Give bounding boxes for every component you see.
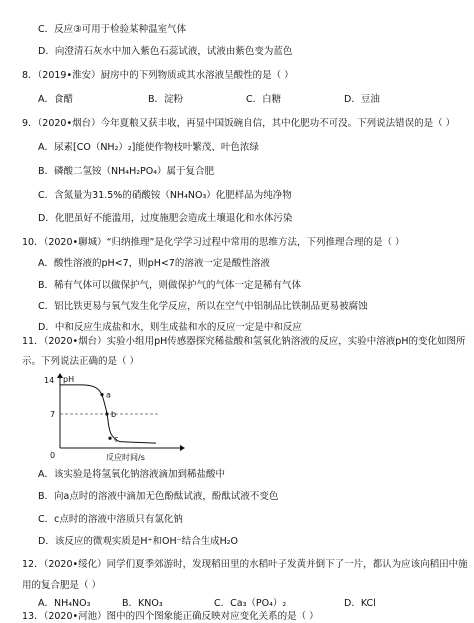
q8-option-b: B．淀粉 [148, 94, 184, 105]
question-11-intro: 11．（2020•烟台）实验小组用pH传感器探究稀盐酸和氢氧化钠溶液的反应，实验中溶液pH的变化如图所 [22, 336, 466, 347]
q12-option-a: A．NH₄NO₃ [38, 598, 91, 609]
q10-option-c: C．铝比铁更易与氧气发生化学反应，所以在空气中铝制品比铁制品更易被腐蚀 [38, 301, 368, 312]
q10-option-d: D．中和反应生成盐和水，则生成盐和水的反应一定是中和反应 [38, 322, 302, 333]
point-label-c: c [114, 434, 119, 444]
line-q7c: C．反应③可用于检验某种温室气体 [38, 24, 187, 35]
question-8: 8．（2019•淮安）厨房中的下列物质或其水溶液呈酸性的是（ ） [22, 70, 294, 81]
point-a [100, 393, 103, 396]
x-axis-label: 反应时间/s [106, 453, 145, 462]
q11-option-d: D．该反应的微观实质是H⁺和OH⁻结合生成H₂O [38, 536, 239, 547]
question-12-intro: 12．（2020•绥化）同学们夏季郊游时，发现稻田里的水稻叶子发黄并倒下了一片，都认为应该向稻田中施 [22, 559, 468, 570]
q9-option-d: D．化肥虽好不能滥用，过度施肥会造成土壤退化和水体污染 [38, 213, 293, 224]
question-11-intro-2: 示。下列说法正确的是（ ） [22, 356, 140, 367]
y-tick-label-0: 0 [50, 451, 56, 460]
q8-option-a: A．食醋 [38, 94, 73, 105]
y-tick-label-7: 7 [50, 410, 56, 419]
ph-chart [40, 372, 190, 464]
q9-option-a: A．尿素[CO（NH₂）₂]能使作物枝叶繁茂、叶色浓绿 [38, 142, 259, 153]
question-10: 10．（2020•聊城）“归纳推理”是化学学习过程中常用的思维方法，下列推理合理的是（ ） [22, 237, 405, 248]
point-b [105, 412, 108, 415]
q11-option-a: A．该实验是将氢氧化钠溶液滴加到稀盐酸中 [38, 469, 225, 480]
question-9: 9．（2020•烟台）今年夏粮又获丰收，再显中国饭碗自信，其中化肥功不可没。下列说法错误的是（ ） [22, 118, 456, 129]
q12-option-b: B．KNO₃ [122, 598, 163, 609]
q11-option-c: C．c点时的溶液中溶质只有氯化钠 [38, 514, 183, 525]
q8-option-d: D．豆油 [344, 94, 380, 105]
y-tick-label-14: 14 [44, 376, 55, 385]
q12-option-c: C．Ca₃（PO₄）₂ [214, 598, 287, 609]
x-axis-arrow [180, 445, 185, 451]
question-12-intro-2: 用的复合肥是（ ） [22, 580, 102, 591]
q10-option-a: A．酸性溶液的pH<7，则pH<7的溶液一定是酸性溶液 [38, 258, 270, 269]
point-label-b: b [111, 410, 117, 419]
line-q7d: D．向澄清石灰水中加入紫色石蕊试液，试液由紫色变为蓝色 [38, 46, 293, 57]
q8-option-c: C．白糖 [246, 94, 282, 105]
q9-option-c: C．含氮量为31.5%的硝酸铵（NH₄NO₃）化肥样品为纯净物 [38, 190, 292, 201]
q10-option-b: B．稀有气体可以做保护气，则做保护气的气体一定是稀有气体 [38, 280, 302, 291]
q11-option-b: B．向a点时的溶液中滴加无色酚酞试液，酚酞试液不变色 [38, 491, 279, 502]
q9-option-b: B．磷酸二氢铵（NH₄H₂PO₄）属于复合肥 [38, 166, 215, 177]
y-axis-label: pH [63, 375, 75, 384]
point-label-a: a [106, 390, 111, 400]
q12-option-d: D．KCl [344, 598, 376, 609]
point-c [108, 437, 111, 440]
question-13: 13．（2020•河池）图中的四个图象能正确反映对应变化关系的是（ ） [22, 611, 319, 622]
